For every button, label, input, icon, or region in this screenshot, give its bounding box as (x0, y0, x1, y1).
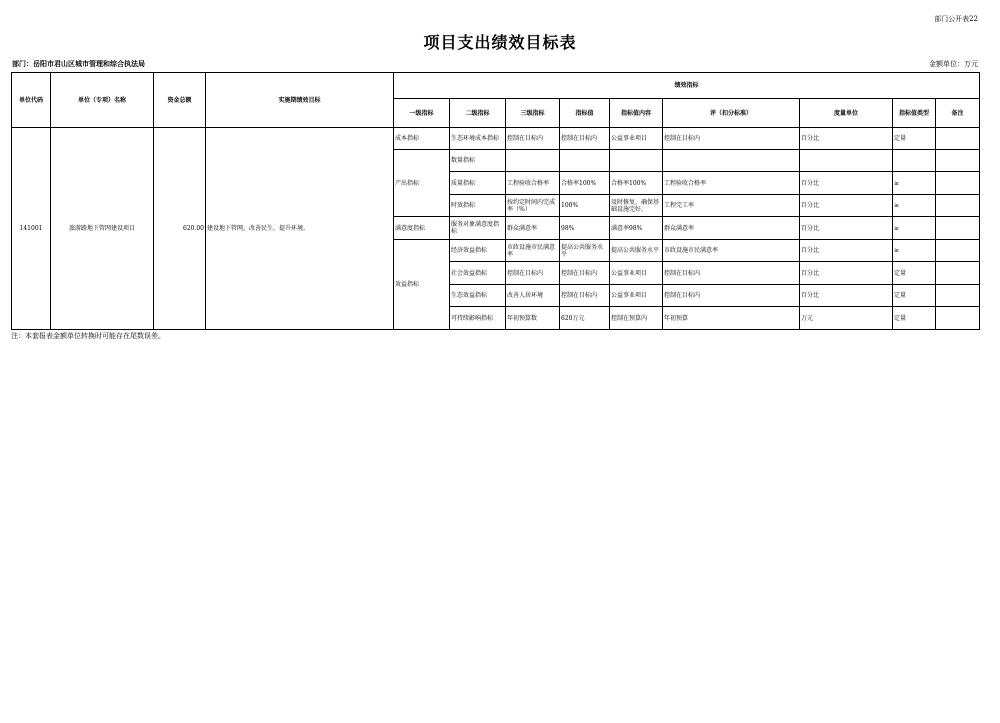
header-remark: 备注 (936, 99, 980, 128)
value-content-cell: 满意率98% (610, 217, 663, 240)
scoring-cell: 群众满意率 (663, 217, 800, 240)
value-type-cell: 定量 (893, 262, 936, 285)
value-content-cell: 公益事业项目 (610, 285, 663, 307)
level1-cell: 满意度指标 (394, 217, 450, 240)
header-level2: 二级指标 (450, 99, 506, 128)
value-content-cell: 提高公共服务水平 (610, 240, 663, 262)
remark-cell (936, 307, 980, 330)
level2-cell: 服务对象满意度指标 (450, 217, 506, 240)
level3-cell: 年初预算数 (506, 307, 560, 330)
value-cell: 98% (560, 217, 610, 240)
scoring-cell: 控制在目标内 (663, 285, 800, 307)
level1-cell: 产出指标 (394, 150, 450, 217)
level2-cell: 生态效益指标 (450, 285, 506, 307)
measure-unit-cell: 百分比 (800, 240, 893, 262)
measure-unit-cell: 百分比 (800, 262, 893, 285)
scoring-cell: 控制在目标内 (663, 128, 800, 150)
unit-name-cell: 旅游路地下管网建设项目 (51, 128, 154, 330)
goal-cell: 建设地下管网，改善民生，提升环境。 (206, 128, 394, 330)
scoring-cell: 工程验收合格率 (663, 172, 800, 195)
value-cell: 合格率100% (560, 172, 610, 195)
measure-unit-cell: 万元 (800, 307, 893, 330)
header-scoring: 评（扣分标准） (663, 99, 800, 128)
header-value-type: 指标值类型 (893, 99, 936, 128)
level3-cell: 市政设施市民满意率 (506, 240, 560, 262)
value-cell: 控制在目标内 (560, 285, 610, 307)
measure-unit-cell: 百分比 (800, 195, 893, 217)
level3-cell: 按约定时间内完成率（%） (506, 195, 560, 217)
remark-cell (936, 217, 980, 240)
unit-code-cell: 141001 (12, 128, 51, 330)
value-content-cell: 公益事业项目 (610, 128, 663, 150)
page-title: 项目支出绩效目标表 (423, 33, 577, 52)
value-cell: 控制在目标内 (560, 128, 610, 150)
level1-cell: 效益指标 (394, 240, 450, 330)
level2-cell: 社会效益指标 (450, 262, 506, 285)
level2-cell: 时效指标 (450, 195, 506, 217)
form-number: 部门公开表22 (934, 15, 978, 23)
remark-cell (936, 262, 980, 285)
scoring-cell: 市政设施市民满意率 (663, 240, 800, 262)
value-cell: 100% (560, 195, 610, 217)
level3-cell: 群众满意率 (506, 217, 560, 240)
level2-cell: 生态环境成本指标 (450, 128, 506, 150)
measure-unit-cell: 百分比 (800, 285, 893, 307)
level1-cell: 成本指标 (394, 128, 450, 150)
level3-cell: 控制在目标内 (506, 262, 560, 285)
header-value: 指标值 (560, 99, 610, 128)
header-unit-code: 单位代码 (12, 73, 51, 128)
remark-cell (936, 240, 980, 262)
value-content-cell: 及时修复，确保基础设施完好。 (610, 195, 663, 217)
remark-cell (936, 285, 980, 307)
level3-cell: 控制在目标内 (506, 128, 560, 150)
value-type-cell (893, 150, 936, 172)
header-unit-name: 单位（专项）名称 (51, 73, 154, 128)
header-measure-unit: 度量单位 (800, 99, 893, 128)
level3-cell: 工程验收合格率 (506, 172, 560, 195)
measure-unit-cell: 百分比 (800, 128, 893, 150)
performance-table (11, 72, 980, 330)
measure-unit-cell (800, 150, 893, 172)
header-level1: 一级指标 (394, 99, 450, 128)
level2-cell: 可持续影响指标 (450, 307, 506, 330)
value-type-cell: 定量 (893, 307, 936, 330)
measure-unit-cell: 百分比 (800, 172, 893, 195)
table-row (12, 128, 980, 150)
header-goal: 实施期绩效目标 (206, 73, 394, 128)
remark-cell (936, 195, 980, 217)
header-total-funds: 资金总额 (154, 73, 206, 128)
scoring-cell (663, 150, 800, 172)
value-content-cell: 公益事业项目 (610, 262, 663, 285)
value-type-cell: 定量 (893, 285, 936, 307)
value-type-cell: ≥ (893, 195, 936, 217)
scoring-cell: 工程完工率 (663, 195, 800, 217)
scoring-cell: 年初预算 (663, 307, 800, 330)
remark-cell (936, 172, 980, 195)
footnote: 注：本套报表金额单位转换时可能存在尾数误差。 (11, 332, 165, 340)
amount-unit-label: 金额单位：万元 (929, 60, 978, 68)
header-value-content: 指标值内容 (610, 99, 663, 128)
header-level3: 三级指标 (506, 99, 560, 128)
value-content-cell: 合格率100% (610, 172, 663, 195)
total-funds-cell: 620.00 (154, 128, 206, 330)
scoring-cell: 控制在目标内 (663, 262, 800, 285)
remark-cell (936, 150, 980, 172)
value-type-cell: ≥ (893, 240, 936, 262)
value-type-cell: 定量 (893, 128, 936, 150)
remark-cell (936, 128, 980, 150)
value-type-cell: ≥ (893, 217, 936, 240)
value-content-cell (610, 150, 663, 172)
value-cell: 提高公共服务水平 (560, 240, 610, 262)
level3-cell: 改善人居环境 (506, 285, 560, 307)
value-type-cell: ≥ (893, 172, 936, 195)
level2-cell: 数量指标 (450, 150, 506, 172)
header-indicators: 绩效指标 (394, 73, 980, 99)
level3-cell (506, 150, 560, 172)
value-cell: 控制在目标内 (560, 262, 610, 285)
department-label: 部门：岳阳市君山区城市管理和综合执法局 (12, 59, 145, 68)
value-cell: 620万元 (560, 307, 610, 330)
value-cell (560, 150, 610, 172)
measure-unit-cell: 百分比 (800, 217, 893, 240)
level2-cell: 经济效益指标 (450, 240, 506, 262)
value-content-cell: 控制在预算内 (610, 307, 663, 330)
level2-cell: 质量指标 (450, 172, 506, 195)
